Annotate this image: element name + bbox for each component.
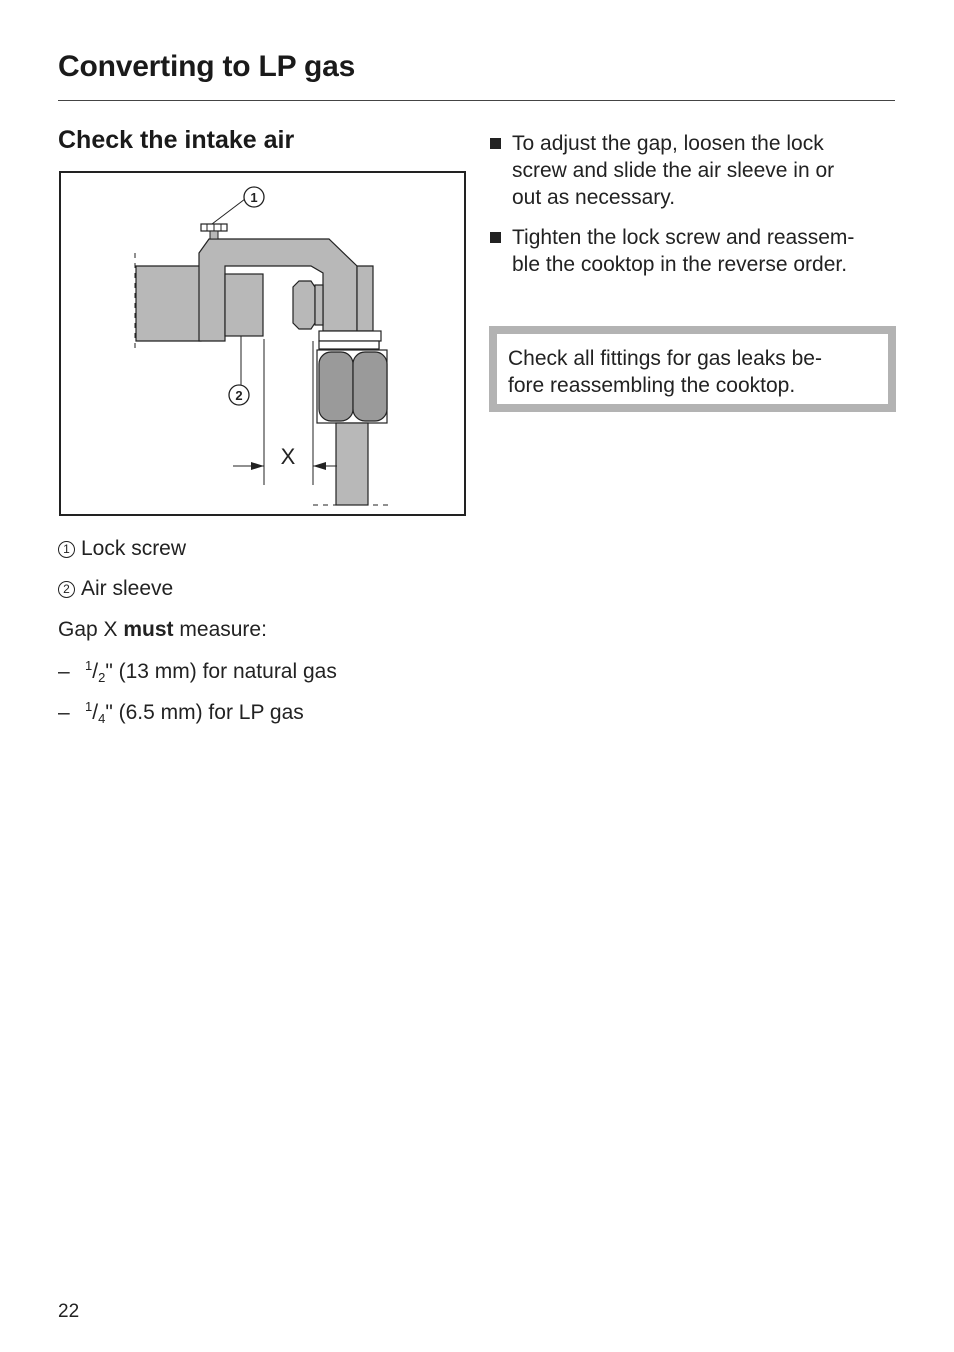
instruction-list xyxy=(490,130,900,291)
measurement-lp-gas: – $^1/_4$" (6.5 mm) for LP gas xyxy=(58,699,304,726)
page-title: Converting to LP gas xyxy=(58,50,356,83)
intake-air-diagram xyxy=(59,171,466,516)
legend-item-lock-screw xyxy=(58,537,186,561)
legend-label: Lock screw xyxy=(81,537,187,560)
callout-1-number: 1 xyxy=(250,190,258,205)
gas-leak-notice-box: Check all fittings for gas leaks be- fore reassembling the cooktop. xyxy=(489,326,896,412)
fitting-nut xyxy=(319,352,353,421)
air-sleeve xyxy=(225,274,263,336)
instruction-item: Tighten the lock screw and reassem- ble the cooktop in the reverse order. xyxy=(490,224,900,278)
callout-2-number: 2 xyxy=(235,388,243,403)
gap-arrow-left xyxy=(251,462,264,470)
must-emphasis: must xyxy=(123,618,174,641)
burner-housing xyxy=(136,266,201,341)
bullet-square-icon xyxy=(490,138,501,149)
lower-pipe xyxy=(336,423,368,505)
legend-item-air-sleeve xyxy=(58,577,173,601)
fraction: $^1/_4$ xyxy=(85,699,106,726)
gap-requirement-text: Gap X must measure: xyxy=(58,618,267,641)
legend-number-1: 1 xyxy=(58,541,75,558)
diagram-svg xyxy=(61,173,464,514)
lock-screw-shaft xyxy=(210,231,218,239)
gap-label: X xyxy=(280,444,296,469)
legend-number-2: 2 xyxy=(58,581,75,598)
instruction-item: To adjust the gap, loosen the lock screw and slide the air sleeve in or out as necessary. xyxy=(490,130,900,211)
title-rule xyxy=(58,100,895,101)
section-title: Check the intake air xyxy=(58,126,295,154)
gap-arrow-right xyxy=(313,462,326,470)
measurement-natural-gas: – $^1/_2$" (13 mm) for natural gas xyxy=(58,658,337,685)
page-number: 22 xyxy=(58,1301,80,1322)
legend-label: Air sleeve xyxy=(81,577,174,600)
nozzle-hex xyxy=(293,281,315,329)
pipe-collar xyxy=(319,331,381,341)
bullet-square-icon xyxy=(490,232,501,243)
fraction: $^1/_2$ xyxy=(85,658,106,685)
gas-pipe-elbow xyxy=(199,239,357,341)
